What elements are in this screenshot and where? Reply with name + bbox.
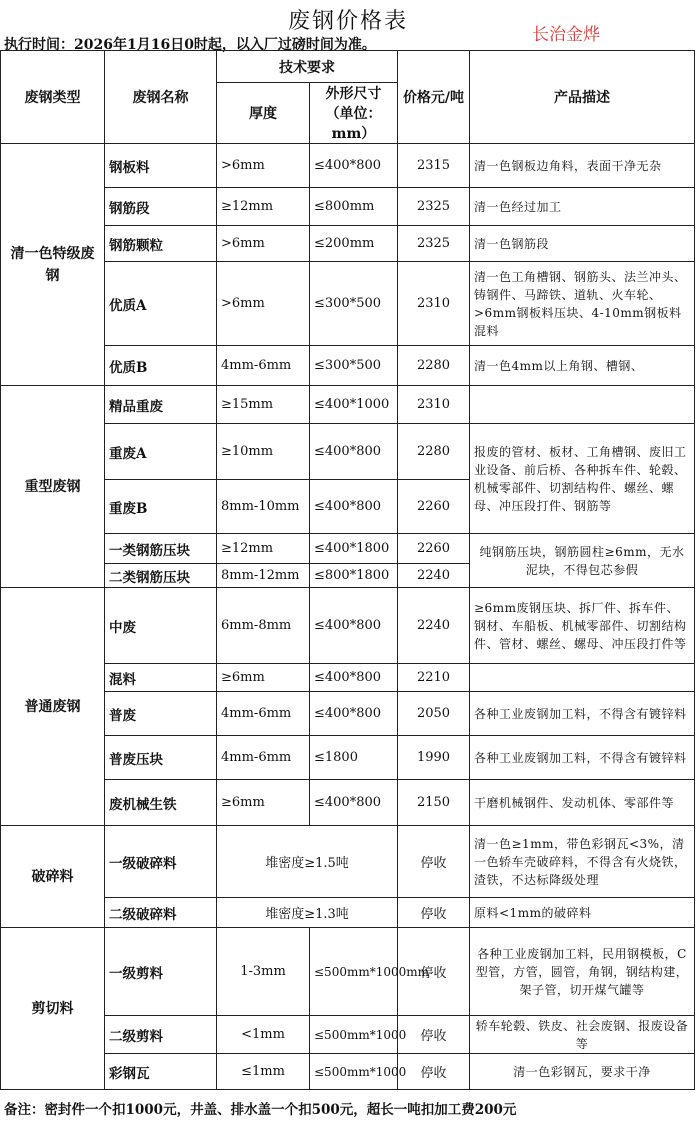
- item-thickness: ≥12mm: [217, 534, 310, 564]
- item-price: 停收: [398, 826, 470, 898]
- item-name: 重废A: [105, 424, 217, 480]
- item-price: 2260: [398, 534, 470, 564]
- item-description: 原料<1mm的破碎料: [470, 898, 695, 928]
- item-size: ≤400*800: [310, 692, 398, 736]
- item-thickness: ≤1mm: [217, 1054, 310, 1090]
- category-cell: 剪切料: [1, 928, 105, 1090]
- item-size: ≤400*800: [310, 588, 398, 664]
- item-size: ≤500mm*1000mm: [310, 928, 398, 1016]
- header-thickness: 厚度: [217, 83, 310, 144]
- brand-logo-text: 长治金烨: [532, 25, 600, 45]
- item-description: [470, 386, 695, 424]
- item-thickness: ≥6mm: [217, 664, 310, 692]
- item-name: 混料: [105, 664, 217, 692]
- item-name: 钢板料: [105, 144, 217, 188]
- item-thickness: 8mm-10mm: [217, 480, 310, 534]
- item-price: 停收: [398, 1054, 470, 1090]
- item-size: ≤400*1000: [310, 386, 398, 424]
- item-price: 2325: [398, 188, 470, 226]
- item-size: ≤400*800: [310, 780, 398, 826]
- item-size: ≤800*1800: [310, 564, 398, 588]
- item-thickness: 4mm-6mm: [217, 692, 310, 736]
- item-description: ≥6mm废钢压块、拆厂件、拆车件、钢材、车船板、机械零部件、切割结构件、管材、螺丝、螺母、冲压段打件等: [470, 588, 695, 664]
- item-thickness: ≥12mm: [217, 188, 310, 226]
- header-desc: 产品描述: [470, 51, 695, 144]
- item-name: 优质A: [105, 262, 217, 346]
- item-thickness: ≥6mm: [217, 780, 310, 826]
- item-price: 1990: [398, 736, 470, 780]
- item-name: 优质B: [105, 346, 217, 386]
- item-name: 精品重废: [105, 386, 217, 424]
- item-price: 2240: [398, 588, 470, 664]
- item-price: 2310: [398, 262, 470, 346]
- item-thickness: >6mm: [217, 144, 310, 188]
- item-description: 干磨机械钢件、发动机体、零部件等: [470, 780, 695, 826]
- item-name: 钢筋段: [105, 188, 217, 226]
- item-thickness: 4mm-6mm: [217, 736, 310, 780]
- category-cell: 清一色特级废钢: [1, 144, 105, 386]
- item-spec: 堆密度≥1.5吨: [217, 826, 398, 898]
- item-description: 各种工业废钢加工料，不得含有镀锌料: [470, 692, 695, 736]
- item-spec: 堆密度≥1.3吨: [217, 898, 398, 928]
- category-cell: 重型废钢: [1, 386, 105, 588]
- item-name: 二类钢筋压块: [105, 564, 217, 588]
- item-size: ≤400*800: [310, 664, 398, 692]
- item-description: 各种工业废钢加工料，民用钢模板，C型管，方管，圆管，角钢，钢结构建，架子管，切开煤气罐等: [470, 928, 695, 1016]
- item-size: ≤200mm: [310, 226, 398, 262]
- item-price: 停收: [398, 1016, 470, 1054]
- item-thickness: <1mm: [217, 1016, 310, 1054]
- item-price: 2325: [398, 226, 470, 262]
- item-size: ≤400*800: [310, 424, 398, 480]
- item-name: 二级剪料: [105, 1016, 217, 1054]
- remark-note: 备注：密封件一个扣1000元，井盖、排水盖一个扣500元，超长一吨扣加工费200元: [4, 1102, 517, 1118]
- item-name: 废机械生铁: [105, 780, 217, 826]
- item-size: ≤500mm*1000: [310, 1054, 398, 1090]
- item-name: 普废压块: [105, 736, 217, 780]
- item-name: 中废: [105, 588, 217, 664]
- page-title: 废钢价格表: [287, 9, 408, 34]
- item-description: 清一色4mm以上角钢、槽钢、: [470, 346, 695, 386]
- item-thickness: ≥15mm: [217, 386, 310, 424]
- item-price: 2310: [398, 386, 470, 424]
- item-size: ≤300*500: [310, 346, 398, 386]
- item-price: 2240: [398, 564, 470, 588]
- item-name: 彩钢瓦: [105, 1054, 217, 1090]
- item-price: 2150: [398, 780, 470, 826]
- item-thickness: 1-3mm: [217, 928, 310, 1016]
- item-description: [470, 664, 695, 692]
- item-size: ≤400*800: [310, 480, 398, 534]
- item-size: ≤400*1800: [310, 534, 398, 564]
- item-description: 清一色≥1mm，带色彩钢瓦<3%，清一色轿车壳破碎料，不得含有火烧铁，渣铁，不达标降级处理: [470, 826, 695, 898]
- header-price: 价格元/吨: [398, 51, 470, 144]
- item-description: 清一色钢筋段: [470, 226, 695, 262]
- item-thickness: 8mm-12mm: [217, 564, 310, 588]
- item-name: 普废: [105, 692, 217, 736]
- header-type: 废钢类型: [1, 51, 105, 144]
- item-size: ≤500mm*1000: [310, 1016, 398, 1054]
- item-description: 纯钢筋压块，钢筋圆柱≥6mm，无水泥块，不得包芯参假: [470, 534, 695, 588]
- item-thickness: >6mm: [217, 262, 310, 346]
- item-size: ≤300*500: [310, 262, 398, 346]
- header-name: 废钢名称: [105, 51, 217, 144]
- header-tech: 技术要求: [217, 51, 398, 83]
- item-price: 2050: [398, 692, 470, 736]
- price-table: [0, 50, 695, 1090]
- execution-time-note: 执行时间：2026年1月16日0时起，以入厂过磅时间为准。: [4, 37, 376, 53]
- item-size: ≤1800: [310, 736, 398, 780]
- item-description: 清一色钢板边角料，表面干净无杂: [470, 144, 695, 188]
- item-size: ≤800mm: [310, 188, 398, 226]
- item-description: 各种工业废钢加工料，不得含有镀锌料: [470, 736, 695, 780]
- item-price: 停收: [398, 928, 470, 1016]
- item-name: 二级破碎料: [105, 898, 217, 928]
- item-description: 清一色经过加工: [470, 188, 695, 226]
- item-thickness: ≥10mm: [217, 424, 310, 480]
- item-description: 清一色工角槽钢、钢筋头、法兰冲头、铸钢件、马蹄铁、道轨、火车轮、>6mm钢板料压块、4-10mm钢板料混料: [470, 262, 695, 346]
- item-price: 停收: [398, 898, 470, 928]
- item-thickness: 6mm-8mm: [217, 588, 310, 664]
- item-price: 2315: [398, 144, 470, 188]
- item-name: 钢筋颗粒: [105, 226, 217, 262]
- header-size: 外形尺寸（单位：mm）: [310, 83, 398, 144]
- item-name: 一级破碎料: [105, 826, 217, 898]
- item-name: 重废B: [105, 480, 217, 534]
- item-price: 2210: [398, 664, 470, 692]
- category-cell: 破碎料: [1, 826, 105, 928]
- item-description: 报废的管材、板材、工角槽钢、废旧工业设备、前后桥、各种拆车件、轮毂、机械零部件、切割结构件、螺丝、螺母、冲压段打件、钢筋等: [470, 424, 695, 534]
- category-cell: 普通废钢: [1, 588, 105, 826]
- item-description: 清一色彩钢瓦，要求干净: [470, 1054, 695, 1090]
- item-thickness: >6mm: [217, 226, 310, 262]
- item-name: 一类钢筋压块: [105, 534, 217, 564]
- item-price: 2280: [398, 424, 470, 480]
- item-thickness: 4mm-6mm: [217, 346, 310, 386]
- item-name: 一级剪料: [105, 928, 217, 1016]
- item-description: 轿车轮毂、铁皮、社会废钢、报废设备等: [470, 1016, 695, 1054]
- item-size: ≤400*800: [310, 144, 398, 188]
- item-price: 2280: [398, 346, 470, 386]
- item-price: 2260: [398, 480, 470, 534]
